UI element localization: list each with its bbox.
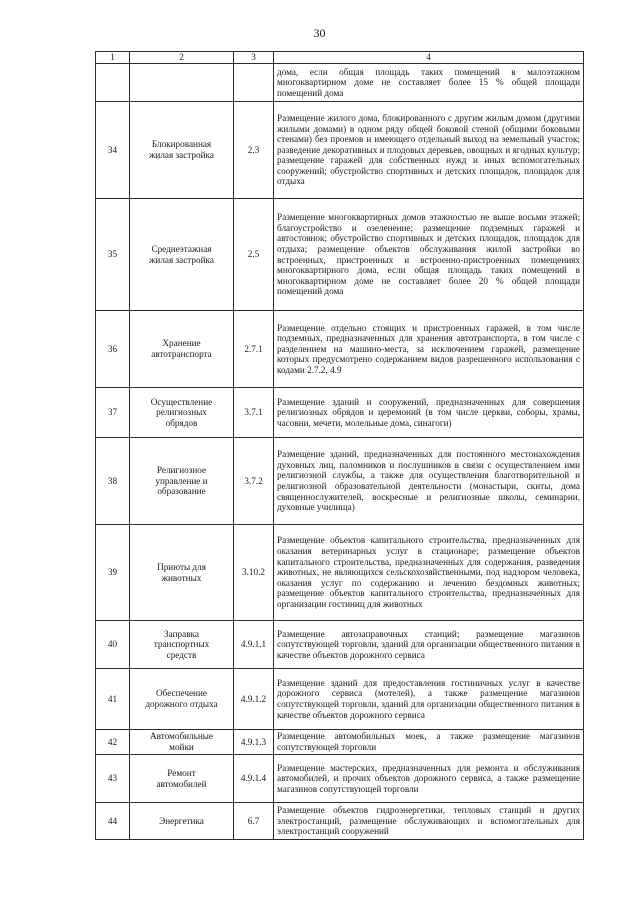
land-use-code-cell: 3.7.2 [234,438,274,525]
land-use-name-cell [130,388,234,438]
table-row [96,803,584,840]
row-number-cell: 38 [96,438,130,525]
land-use-description-cell: Размещение мастерских, предназначенных для ремонта и обслуживания автомобилей, и прочих объектов дорожного сервиса, а также размещение магазинов сопутствующей торговли [274,755,584,803]
land-use-name-cell [130,64,234,102]
land-use-name-line: Энергетика [159,815,204,826]
land-use-code-cell: 2.5 [234,199,274,311]
land-use-name-line: средств [166,649,197,660]
table-row [96,102,584,199]
land-use-code-cell: 2.3 [234,102,274,199]
land-use-name-line: Приюты для [157,561,206,572]
land-use-description-cell: Размещение автозаправочных станций; размещение магазинов сопутствующей торговли, зданий для организации общественного питания в качестве объектов дорожного сервиса [274,621,584,669]
land-use-code-cell: 3.10.2 [234,525,274,621]
land-use-description-cell: Размещение жилого дома, блокированного с другим жилым домом (другими жилыми домами) в одном ряду общей боковой стеной (общими боковыми стенами) без проемов и имеющего отдельный выход на земельный участок; разведение декоративных и плодовых деревьев, овощных и ягодных культур; размещение гаражей для собственных нужд и иных вспомогательных сооружений; обустройство спортивных и детских площадок, площадок для отдыха [274,102,584,199]
table-row [96,525,584,621]
table-row [96,669,584,730]
row-number-cell: 37 [96,388,130,438]
land-use-name-cell [130,525,234,621]
column-number: 1 [96,52,130,64]
column-number: 4 [274,52,584,64]
land-use-name-line: Среднеэтажная [151,243,212,254]
land-use-name-cell [130,621,234,669]
land-use-name-line: Автомобильные [150,731,213,742]
row-number-cell: 44 [96,803,130,840]
row-number-cell: 43 [96,755,130,803]
column-number-row [96,52,584,64]
table-row [96,730,584,755]
land-use-name-cell [130,102,234,199]
row-number-cell [96,64,130,102]
land-use-name-line: жилая застройка [149,254,214,265]
land-use-description-cell: Размещение многоквартирных домов этажностью не выше восьми этажей; благоустройство и озеленение; размещение подземных гаражей и автостоянок; обустройство спортивных и детских площадок, площадок для отдыха; размещение объектов обслуживания жилой застройки во встроенных, пристроенных и встроенно-пристроенных помещениях многоквартирного дома, если общая площадь таких помещений в многоквартирном доме не составляет более 20 % общей площади помещений дома [274,199,584,311]
land-use-code-cell: 3.7.1 [234,388,274,438]
land-use-name-line: мойки [169,742,194,752]
land-use-name-cell [130,199,234,311]
land-use-code-cell [234,64,274,102]
table-row [96,199,584,311]
land-use-code-cell: 2.7.1 [234,311,274,388]
page-number: 30 [313,26,326,40]
land-use-name-cell [130,730,234,755]
land-use-name-cell [130,669,234,730]
land-use-code-cell: 4.9.1.4 [234,755,274,803]
land-use-description-cell: Размещение зданий для предоставления гостиничных услуг в качестве дорожного сервиса (мотелей), а также размещение магазинов сопутствующей торговли, зданий для организации общественного питания в качестве объектов дорожного сервиса [274,669,584,730]
land-use-name-line: обрядов [165,417,198,428]
table-row [96,438,584,525]
land-use-name-line: дорожного отдыха [145,699,218,709]
land-use-code-cell: 4.9.1.2 [234,669,274,730]
land-use-description-cell: Размещение отдельно стоящих и пристроенных гаражей, в том числе подземных, предназначенных для хранения автотранспорта, в том числе с разделением на машино-места, за исключением гаражей, размещение которых предусмотрено содержанием видов разрешенного использования с кодами 2.7.2, 4.9 [274,311,584,388]
row-number-cell: 42 [96,730,130,755]
land-use-name-line: управление и [155,475,208,486]
land-use-name-line: животных [161,572,202,583]
land-use-name-line: образование [157,486,206,497]
table-row [96,64,584,102]
land-use-name-line: Ремонт [167,767,196,778]
land-use-description-cell: Размещение зданий, предназначенных для постоянного местонахождения духовных лиц, паломников и послушников в связи с осуществлением ими религиозной службы, а также для осуществления благотворительной и религиозной образовательной деятельности (монастыри, скиты, дома священнослужителей, воскресные и религиозные школы, семинарии, духовные училища) [274,438,584,525]
row-number-cell: 41 [96,669,130,730]
land-use-name-line: транспортных [153,639,210,650]
land-use-name-line: автотранспорта [151,349,212,359]
table-row [96,621,584,669]
row-number-cell: 39 [96,525,130,621]
row-number-cell: 34 [96,102,130,199]
land-use-name-cell [130,755,234,803]
land-use-code-cell: 4.9.1.3 [234,730,274,755]
land-use-name-line: Обеспечение [156,688,207,699]
land-use-code-cell: 6.7 [234,803,274,840]
land-use-name-line: Заправка [164,628,199,639]
land-use-description-cell: Размещение объектов гидроэнергетики, тепловых станций и других электростанций, размещение обслуживающих и вспомогательных для электростанций сооружений [274,803,584,840]
land-use-name-cell [130,311,234,388]
row-number-cell: 36 [96,311,130,388]
land-use-description-cell: дома, если общая площадь таких помещений в малоэтажном многоквартирном доме не составляет более 15 % общей площади помещений дома [274,64,584,102]
table-row [96,755,584,803]
table-row [96,311,584,388]
column-number: 3 [234,52,274,64]
land-use-name-cell [130,438,234,525]
land-use-name-line: религиозных [156,407,207,418]
land-use-name-line: автомобилей [156,778,207,789]
land-use-table [95,51,584,840]
land-use-name-line: Хранение [162,338,201,349]
land-use-name-line: Блокированная [151,139,212,150]
table-body [96,64,584,840]
land-use-description-cell: Размещение зданий и сооружений, предназначенных для совершения религиозных обрядов и церемоний (в том числе церкви, соборы, храмы, часовни, мечети, молельные дома, синагоги) [274,388,584,438]
land-use-name-line: Религиозное [156,465,207,476]
row-number-cell: 35 [96,199,130,311]
land-use-name-cell [130,803,234,840]
column-number: 2 [130,52,234,64]
land-use-description-cell: Размещение объектов капитального строительства, предназначенных для оказания ветеринарных услуг в стационаре; размещение объектов капитального строительства, предназначенных для содержания, разведения животных, не являющихся сельскохозяйственными, под надзором человека, оказания услуг по содержанию и лечению бездомных животных; размещение объектов капитального строительства, предназначенных для организации гостиниц для животных [274,525,584,621]
land-use-name-line: жилая застройка [149,150,214,160]
land-use-description-cell: Размещение автомобильных моек, а также размещение магазинов сопутствующей торговли [274,730,584,755]
land-use-name-line: Осуществление [150,396,213,407]
table-row [96,388,584,438]
land-use-code-cell: 4.9.1.1 [234,621,274,669]
row-number-cell: 40 [96,621,130,669]
